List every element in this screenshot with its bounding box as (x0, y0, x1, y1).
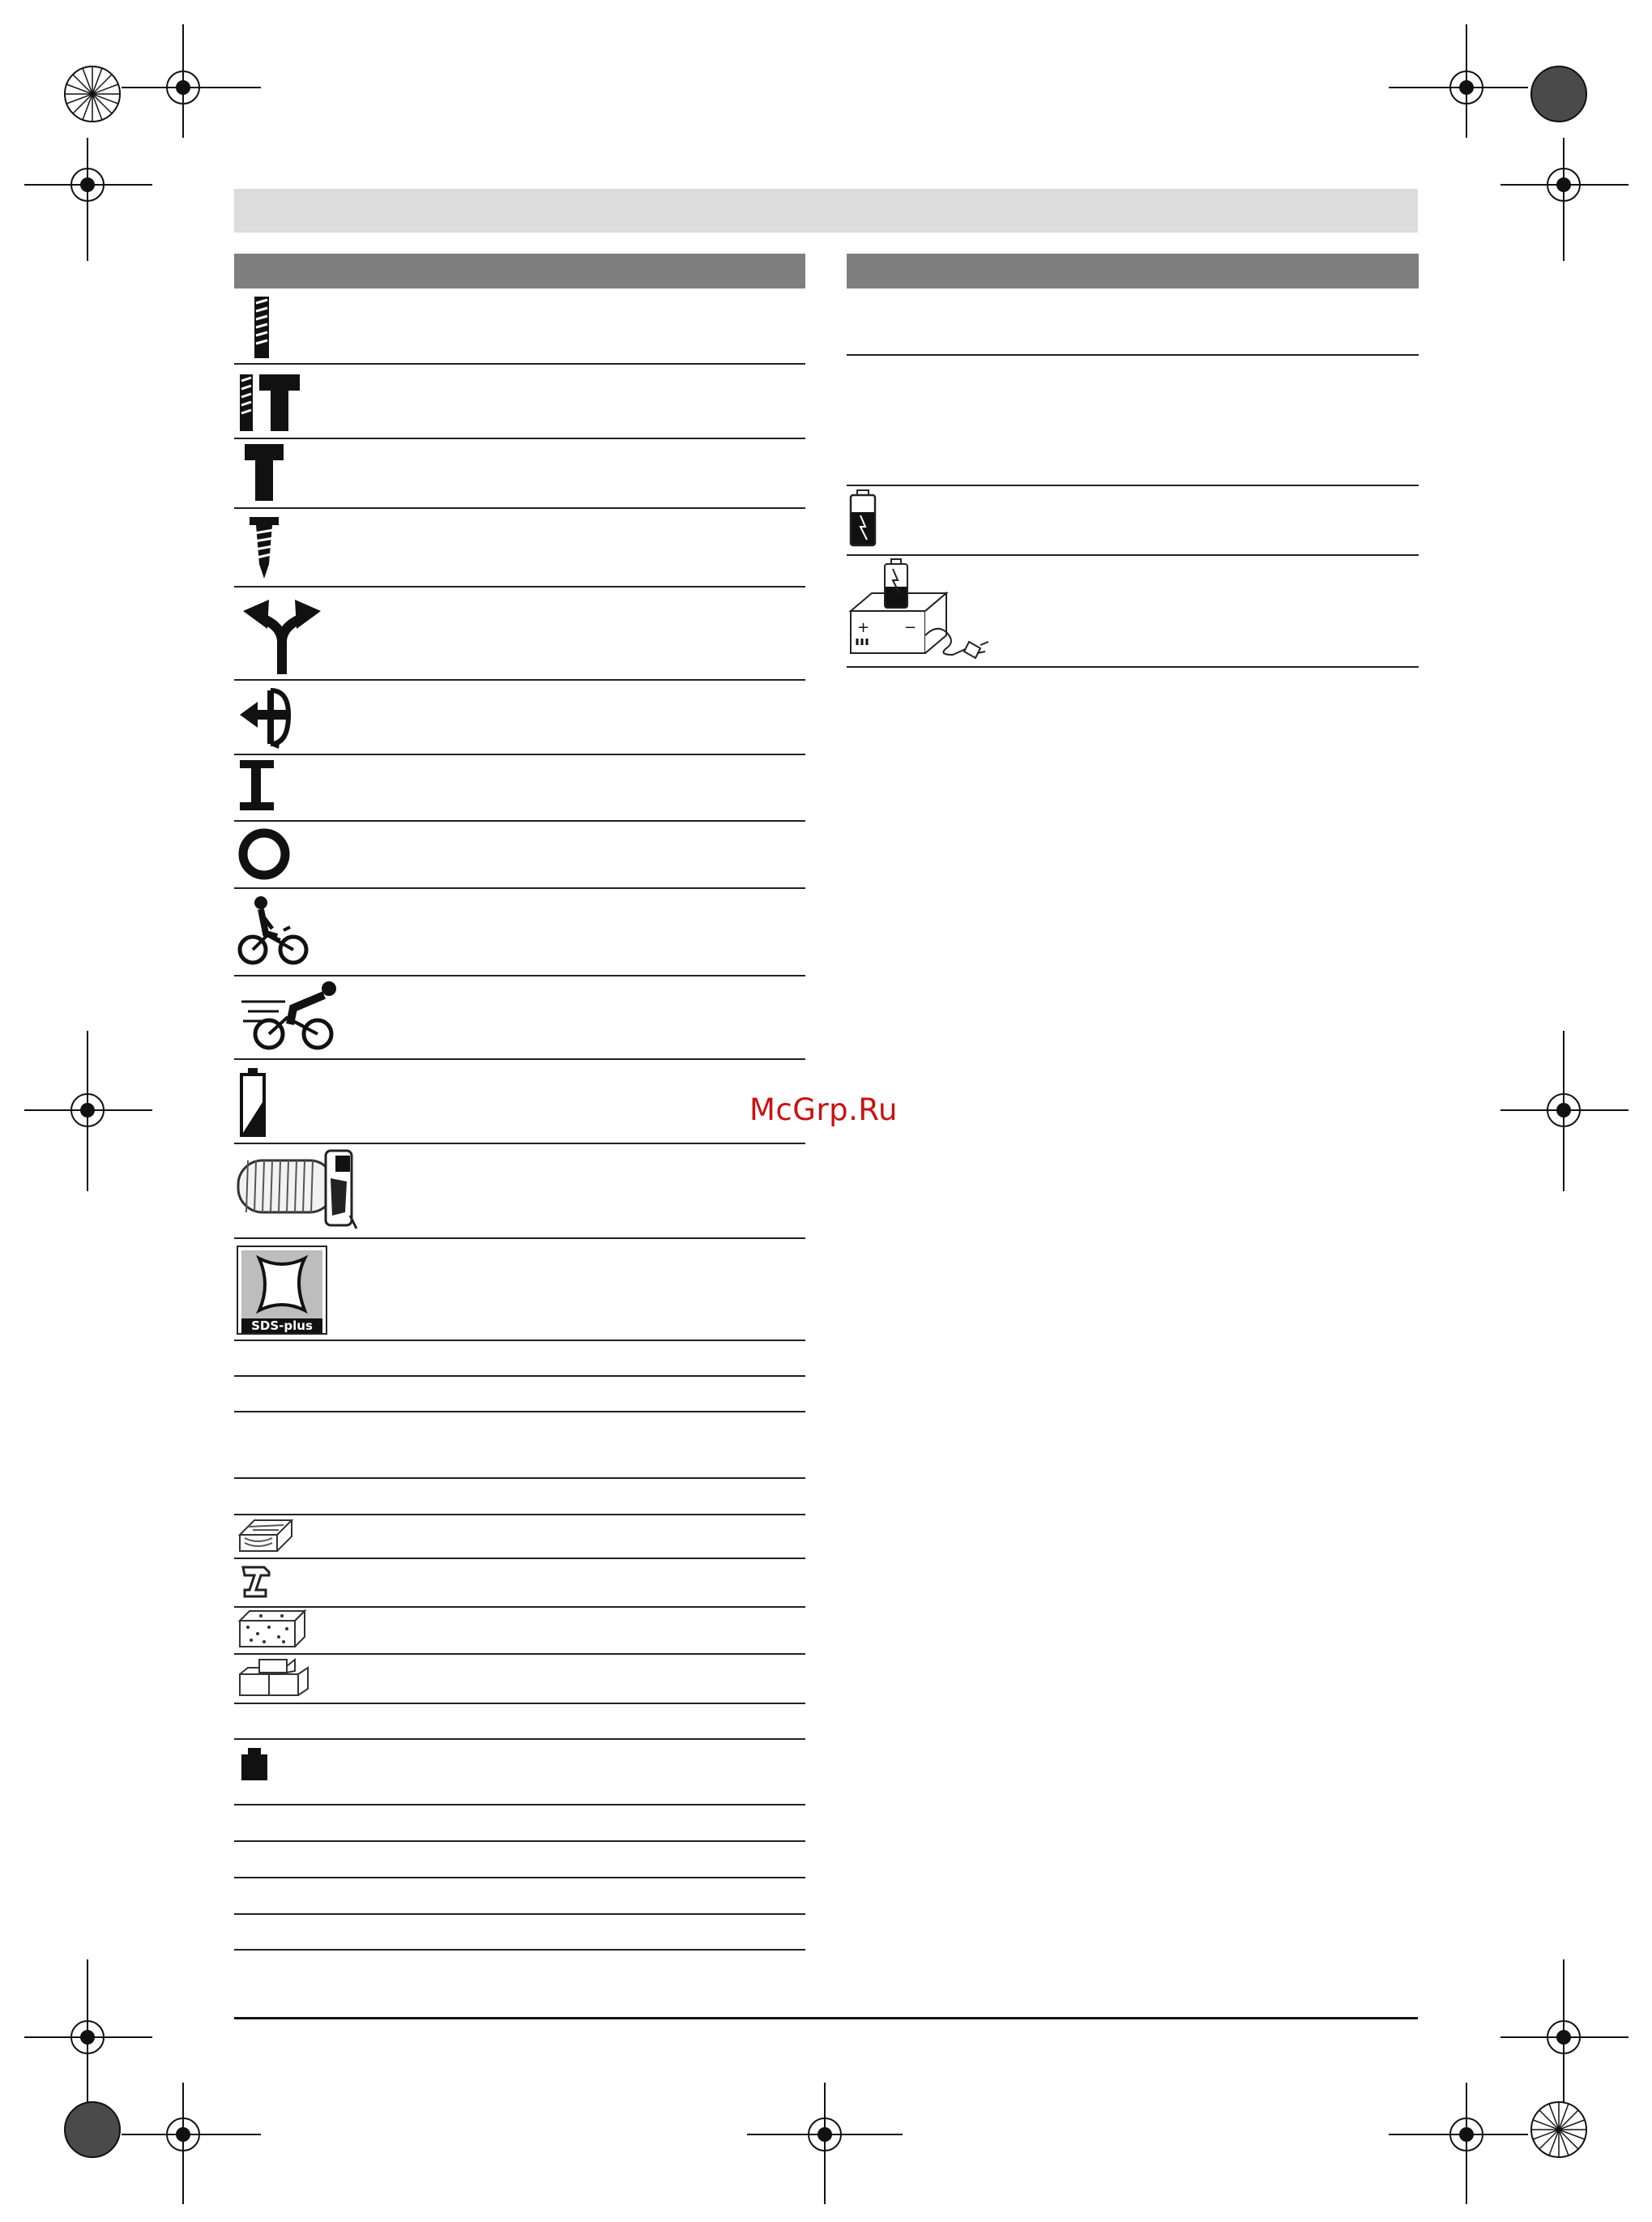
minus-sign: − (904, 619, 917, 636)
plus-sign: + (857, 619, 870, 636)
sds-plus-label: SDS-plus (251, 1318, 313, 1333)
watermark-text: McGrp.Ru (749, 1092, 898, 1127)
